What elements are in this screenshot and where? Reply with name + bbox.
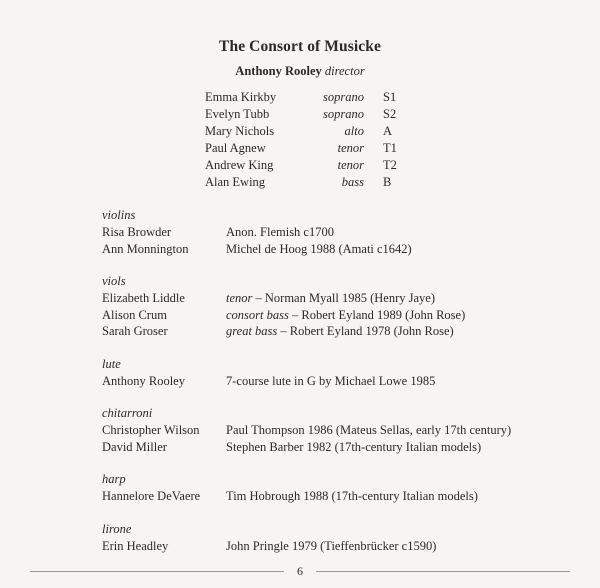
player-name: David Miller — [102, 439, 167, 454]
player-name: Anthony Rooley — [102, 373, 185, 388]
section-heading: lirone — [102, 521, 132, 536]
instrument-maker: John Pringle 1979 (Tieffenbrücker c1590) — [226, 538, 437, 553]
singer-part: T1 — [383, 141, 397, 155]
player-name: Risa Browder — [102, 225, 172, 239]
singer-row — [0, 90, 600, 107]
singer-row — [0, 141, 600, 158]
instrument-part: consort bass — [226, 307, 289, 322]
page-number: 6 — [297, 564, 303, 578]
instrument-desc — [226, 489, 478, 504]
section-heading: viols — [102, 274, 126, 288]
player-name: Hannelore DeVaere — [102, 489, 201, 503]
instrument-desc — [226, 225, 334, 240]
player-row — [0, 291, 600, 308]
player-row — [0, 242, 600, 259]
player-row — [0, 324, 600, 341]
player-row — [0, 374, 600, 391]
instrument-desc — [226, 440, 481, 455]
instrument-desc — [226, 308, 465, 323]
instrument-maker: – Norman Myall 1985 (Henry Jaye) — [252, 291, 435, 305]
instrument-maker: Anon. Flemish c1700 — [226, 225, 334, 239]
singer-name: Evelyn Tubb — [205, 107, 270, 121]
singer-voice: alto — [344, 124, 364, 138]
player-name: Erin Headley — [102, 538, 169, 553]
director-role: director — [324, 64, 365, 78]
player-name: Sarah Groser — [102, 324, 168, 338]
section-heading: harp — [102, 472, 126, 486]
player-name: Ann Monnington — [102, 241, 189, 256]
instrument-maker: Paul Thompson 1986 (Mateus Sellas, early 17th century) — [226, 423, 512, 437]
singer-row — [0, 124, 600, 141]
director-name: Anthony Rooley — [235, 64, 322, 78]
singer-voice: tenor — [337, 141, 364, 155]
section-heading: lute — [102, 356, 121, 371]
page-footer — [30, 564, 570, 580]
instrument-section — [0, 357, 600, 391]
instrumentalists-list — [0, 208, 600, 571]
player-row — [0, 225, 600, 242]
player-row — [0, 423, 600, 440]
singer-part: A — [383, 124, 393, 138]
singer-part: B — [383, 175, 392, 189]
singer-part: S1 — [383, 90, 397, 104]
player-name: Elizabeth Liddle — [102, 291, 185, 305]
singer-name: Mary Nichols — [205, 124, 275, 138]
instrument-desc — [226, 423, 511, 438]
singer-voice: soprano — [323, 107, 364, 121]
singer-row — [0, 175, 600, 192]
instrument-maker: Tim Hobrough 1988 (17th-century Italian models) — [226, 489, 478, 503]
player-row — [0, 539, 600, 556]
singer-voice: tenor — [337, 158, 364, 172]
instrument-desc — [226, 291, 435, 306]
page-title: The Consort of Musicke — [219, 38, 381, 55]
instrument-section — [0, 522, 600, 556]
instrument-section — [0, 406, 600, 456]
singer-name: Alan Ewing — [205, 175, 266, 189]
singers-list — [0, 90, 600, 192]
instrument-maker: – Robert Eyland 1978 (John Rose) — [277, 324, 454, 338]
instrument-maker: – Robert Eyland 1989 (John Rose) — [288, 307, 466, 322]
instrument-maker: 7-course lute in G by Michael Lowe 1985 — [226, 373, 436, 388]
instrument-section — [0, 208, 600, 258]
instrument-desc — [226, 539, 436, 554]
singer-name: Paul Agnew — [205, 141, 266, 155]
player-name: Christopher Wilson — [102, 423, 200, 437]
instrument-desc — [226, 374, 435, 389]
section-heading: chitarroni — [102, 406, 153, 420]
instrument-section — [0, 472, 600, 506]
instrument-desc — [226, 242, 412, 257]
director-line — [0, 64, 600, 79]
singer-row — [0, 107, 600, 124]
footer-rule-right — [316, 571, 570, 572]
instrument-maker: Stephen Barber 1982 (17th-century Italian models) — [226, 439, 482, 454]
section-heading: violins — [102, 208, 136, 222]
singer-voice: bass — [341, 175, 364, 189]
player-row — [0, 440, 600, 457]
instrument-part: great bass — [226, 324, 278, 338]
player-name: Alison Crum — [102, 307, 167, 322]
singer-part: T2 — [383, 158, 397, 172]
singer-name: Andrew King — [205, 158, 274, 172]
singer-row — [0, 158, 600, 175]
instrument-part: tenor — [226, 291, 253, 305]
instrument-section — [0, 274, 600, 341]
player-row — [0, 308, 600, 325]
singer-voice: soprano — [323, 90, 364, 104]
instrument-desc — [226, 324, 454, 339]
singer-name: Emma Kirkby — [205, 90, 277, 104]
instrument-maker: Michel de Hoog 1988 (Amati c1642) — [226, 241, 412, 256]
singer-part: S2 — [383, 107, 397, 121]
player-row — [0, 489, 600, 506]
